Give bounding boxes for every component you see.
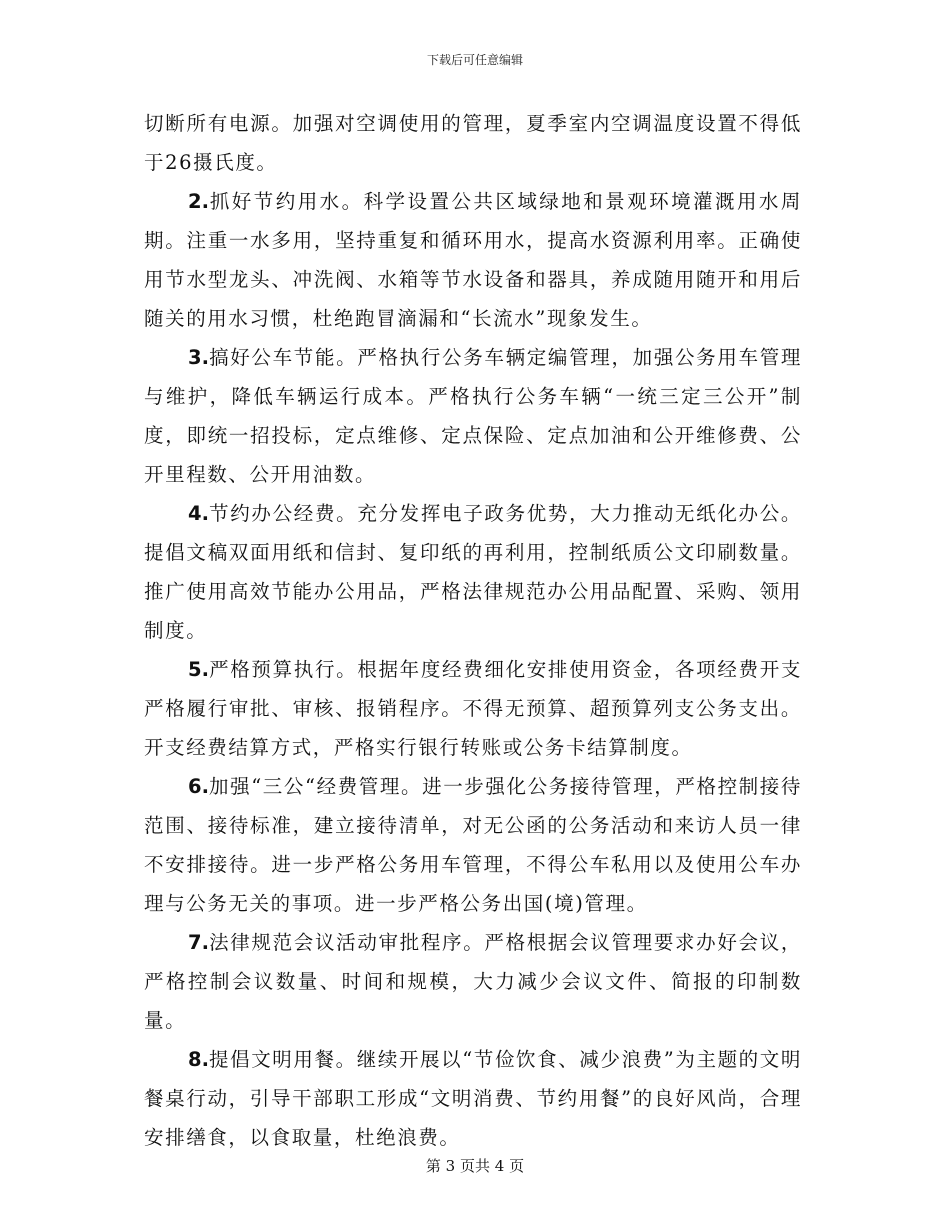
item-number: 6. — [188, 775, 209, 798]
paragraph-text: 切断所有电源。加强对空调使用的管理，夏季室内空调温度设置不得低于26摄氏度。 — [144, 112, 802, 174]
item-number: 5. — [188, 658, 209, 681]
paragraph-text: 搞好公车节能。严格执行公务车辆定编管理，加强公务用车管理与维护，降低车辆运行成本。严格执行公务车辆“一统三定三公开”制度，即统一招投标，定点维修、定点保险、定点加油和公开维修费、公开里程数、公开用油数。 — [144, 346, 802, 486]
paragraph-item-4 — [144, 494, 802, 650]
item-number: 8. — [188, 1048, 209, 1071]
paragraph-item-5 — [144, 650, 802, 767]
paragraph-item-7 — [144, 923, 802, 1040]
paragraph-item-2 — [144, 182, 802, 338]
item-number: 3. — [188, 346, 209, 369]
page-footer: 第 3 页共 4 页 — [425, 1157, 525, 1175]
item-number: 7. — [188, 931, 209, 954]
paragraph-text: 加强“三公“经费管理。进一步强化公务接待管理，严格控制接待范围、接待标准，建立接待清单，对无公函的公务活动和来访人员一律不安排接待。进一步严格公务用车管理，不得公车私用以及使用公车办理与公务无关的事项。进一步严格公务出国(境)管理。 — [144, 775, 802, 915]
paragraph-text: 提倡文明用餐。继续开展以“节俭饮食、减少浪费”为主题的文明餐桌行动，引导干部职工形成“文明消费、节约用餐”的良好风尚，合理安排缮食，以食取量，杜绝浪费。 — [144, 1048, 802, 1149]
paragraph-text: 抓好节约用水。科学设置公共区域绿地和景观环境灌溉用水周期。注重一水多用，坚持重复和循环用水，提高水资源利用率。正确使用节水型龙头、冲洗阀、水箱等节水设备和器具，养成随用随开和用后随关的用水习惯，杜绝跑冒滴漏和“长流水”现象发生。 — [144, 190, 802, 330]
item-number: 4. — [188, 502, 209, 525]
paragraph-text: 节约办公经费。充分发挥电子政务优势，大力推动无纸化办公。提倡文稿双面用纸和信封、复印纸的再利用，控制纸质公文印刷数量。推广使用高效节能办公用品，严格法律规范办公用品配置、采购、领用制度。 — [144, 502, 802, 642]
paragraph-item-8 — [144, 1040, 802, 1157]
paragraph-item-6 — [144, 767, 802, 923]
document-body — [144, 104, 802, 1157]
paragraph-text: 法律规范会议活动审批程序。严格根据会议管理要求办好会议，严格控制会议数量、时间和规模，大力减少会议文件、简报的印制数量。 — [144, 931, 802, 1032]
paragraph-item-3 — [144, 338, 802, 494]
item-number: 2. — [188, 190, 209, 213]
paragraph-continuation — [144, 104, 802, 182]
paragraph-text: 严格预算执行。根据年度经费细化安排使用资金，各项经费开支严格履行审批、审核、报销程序。不得无预算、超预算列支公务支出。开支经费结算方式，严格实行银行转账或公务卡结算制度。 — [144, 658, 802, 759]
page-header: 下载后可任意编辑 — [426, 53, 523, 67]
